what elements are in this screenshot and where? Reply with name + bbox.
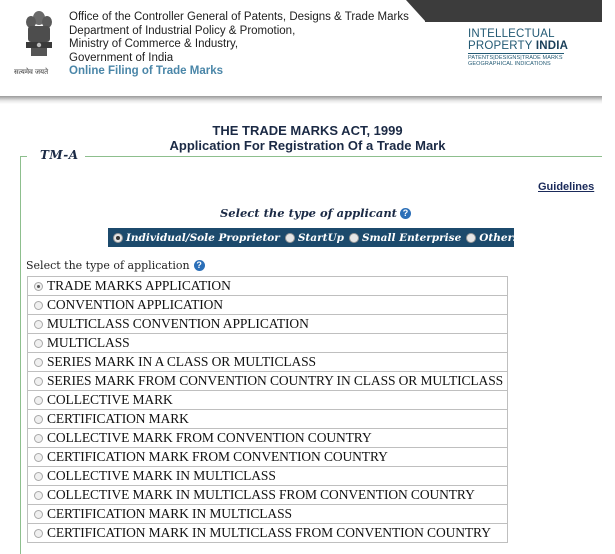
application-title: Application For Registration Of a Trade Mark — [169, 138, 446, 153]
application-type-label: SERIES MARK IN A CLASS OR MULTICLASS — [47, 354, 316, 369]
application-type-label: MULTICLASS — [47, 335, 130, 350]
application-type-row[interactable] — [27, 296, 508, 315]
header-dark-tab-slant — [406, 0, 426, 22]
fieldset-border-top — [85, 156, 602, 157]
applicant-type-prompt — [220, 206, 411, 220]
applicant-option-label: StartUp — [297, 231, 344, 244]
ip-logo-line2-a: PROPERTY — [468, 40, 536, 52]
radio-icon[interactable] — [34, 472, 43, 481]
radio-icon[interactable] — [34, 301, 43, 310]
office-line: Office of the Controller General of Patents, Designs & Trade Marks — [69, 11, 409, 23]
radio-icon[interactable] — [34, 491, 43, 500]
application-type-row[interactable] — [27, 353, 508, 372]
radio-icon[interactable] — [34, 358, 43, 367]
fieldset-border-top — [20, 156, 27, 157]
application-type-label: COLLECTIVE MARK — [47, 392, 173, 407]
radio-icon[interactable] — [34, 320, 43, 329]
application-type-label: COLLECTIVE MARK IN MULTICLASS FROM CONVENTION COUNTRY — [47, 487, 475, 502]
application-type-row[interactable] — [27, 448, 508, 467]
office-line: Department of Industrial Policy & Promotion, — [69, 24, 296, 37]
applicant-type-prompt-text: Select the type of applicant — [220, 206, 397, 220]
application-type-label: TRADE MARKS APPLICATION — [47, 278, 231, 293]
ip-logo-line2-b: INDIA — [535, 40, 569, 52]
application-type-label: CERTIFICATION MARK IN MULTICLASS FROM CONVENTION COUNTRY — [47, 525, 491, 540]
radio-icon[interactable] — [466, 233, 476, 243]
radio-icon[interactable] — [34, 415, 43, 424]
fieldset-border-left — [20, 156, 21, 554]
applicant-option[interactable] — [349, 232, 461, 244]
radio-icon[interactable] — [113, 233, 123, 243]
application-type-list — [27, 276, 508, 543]
application-type-row[interactable] — [27, 429, 508, 448]
act-title: THE TRADE MARKS ACT, 1999 — [212, 123, 403, 138]
ip-logo-sub1: PATENTS|DESIGNS|TRADE MARKS — [468, 55, 563, 61]
radio-icon[interactable] — [34, 529, 43, 538]
application-type-label: CERTIFICATION MARK — [47, 411, 189, 426]
applicant-option-label: Small Enterprise — [361, 231, 462, 244]
application-type-label: CERTIFICATION MARK FROM CONVENTION COUNTRY — [47, 449, 388, 464]
application-type-label: COLLECTIVE MARK FROM CONVENTION COUNTRY — [47, 430, 372, 445]
application-type-label: MULTICLASS CONVENTION APPLICATION — [47, 316, 309, 331]
application-type-row[interactable] — [27, 372, 508, 391]
radio-icon[interactable] — [34, 339, 43, 348]
radio-icon[interactable] — [34, 282, 43, 291]
radio-icon[interactable] — [34, 510, 43, 519]
applicant-type-options — [108, 228, 520, 247]
radio-icon[interactable] — [34, 434, 43, 443]
guidelines-link[interactable]: Guidelines — [538, 181, 595, 193]
radio-icon[interactable] — [285, 233, 295, 243]
application-type-label: CONVENTION APPLICATION — [47, 297, 223, 312]
form-legend: TM-A — [40, 148, 79, 162]
applicant-option-label: Individual/Sole Proprietor — [126, 231, 280, 244]
application-type-row[interactable] — [27, 524, 508, 543]
header-dark-tab — [425, 0, 602, 22]
office-line: Ministry of Commerce & Industry, — [69, 38, 239, 50]
application-type-label: CERTIFICATION MARK IN MULTICLASS — [47, 506, 292, 521]
applicant-option[interactable] — [285, 232, 344, 244]
ip-india-logo — [468, 28, 573, 67]
application-type-prompt-text: Select the type of application — [26, 259, 190, 272]
ip-logo-line2 — [468, 40, 573, 52]
radio-icon[interactable] — [34, 377, 43, 386]
radio-icon[interactable] — [34, 453, 43, 462]
national-emblem-icon — [22, 6, 56, 64]
application-type-label: SERIES MARK FROM CONVENTION COUNTRY IN CLASS OR MULTICLASS — [47, 373, 504, 388]
application-type-row[interactable] — [27, 334, 508, 353]
radio-icon[interactable] — [34, 396, 43, 405]
radio-icon[interactable] — [349, 233, 359, 243]
emblem-motto: सत्यमेव जयते — [14, 69, 49, 76]
ip-logo-line1: INTELLECTUAL — [468, 28, 555, 40]
help-icon[interactable]: ? — [400, 208, 411, 219]
applicant-option[interactable] — [466, 232, 519, 244]
application-type-row[interactable] — [27, 467, 508, 486]
office-line: Government of India — [69, 51, 174, 64]
application-type-row[interactable] — [27, 486, 508, 505]
application-type-prompt — [26, 259, 205, 272]
application-type-row[interactable] — [27, 277, 508, 296]
ip-logo-divider — [468, 53, 564, 54]
application-type-row[interactable] — [27, 505, 508, 524]
application-type-row[interactable] — [27, 315, 508, 334]
application-type-row[interactable] — [27, 410, 508, 429]
office-name-block — [69, 11, 409, 79]
application-type-label: COLLECTIVE MARK IN MULTICLASS — [47, 468, 276, 483]
applicant-option-label: Others — [479, 231, 520, 244]
application-type-row[interactable] — [27, 391, 508, 410]
ip-logo-sub2: GEOGRAPHICAL INDICATIONS — [468, 61, 551, 67]
site-header — [0, 0, 602, 100]
applicant-option[interactable] — [113, 232, 280, 244]
header-shadow — [0, 96, 602, 104]
help-icon[interactable]: ? — [194, 260, 205, 271]
online-filing-label: Online Filing of Trade Marks — [69, 65, 223, 77]
